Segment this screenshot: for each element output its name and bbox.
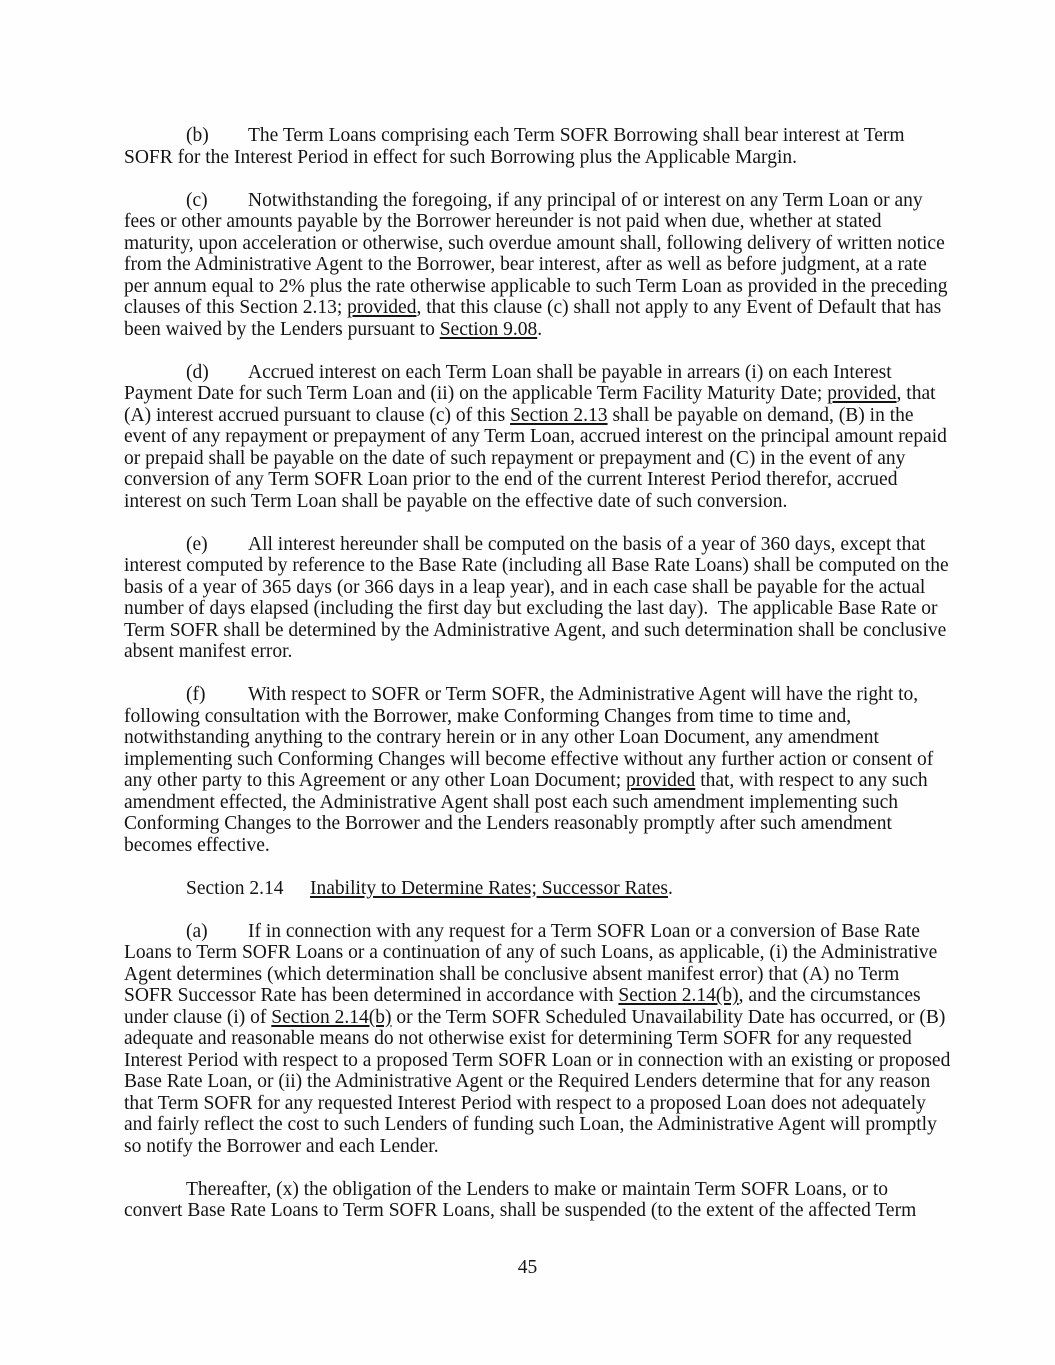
- underlined-term: Inability to Determine Rates; Successor Rates: [310, 877, 668, 899]
- text-segment: Payment Date for such Term Loan and (ii) on the applicable Term Facility Maturity Date;: [124, 383, 828, 404]
- text-segment: absent manifest error.: [124, 641, 293, 662]
- text-segment: clauses of this Section 2.13;: [124, 297, 348, 318]
- text-line: [124, 1093, 936, 1115]
- text-line: [124, 964, 936, 986]
- text-line: [124, 684, 936, 706]
- text-line: [124, 448, 936, 470]
- text-segment: Conforming Changes to the Borrower and the Lenders reasonably promptly after such amendment: [124, 813, 892, 834]
- underlined-term: Section 2.14(b): [618, 985, 739, 1006]
- section-2-14-heading: [124, 878, 936, 900]
- text-line: [124, 749, 936, 771]
- text-segment: , and the circumstances: [738, 985, 921, 1006]
- text-segment: basis of a year of 365 days (or 366 days in a leap year), and in each case shall be payable for the actual: [124, 576, 926, 598]
- text-segment: Base Rate Loan, or (ii) the Administrative Agent or the Required Lenders determine that for any reason: [124, 1071, 931, 1092]
- text-segment: per annum equal to 2% plus the rate otherwise applicable to such Term Loan as provided in the preceding: [124, 275, 948, 297]
- text-segment: event of any repayment or prepayment of any Term Loan, accrued interest on the principal amount repaid: [124, 426, 947, 447]
- text-segment: under clause (i) of: [124, 1006, 272, 1028]
- paragraph-e: [124, 533, 949, 663]
- underlined-term: provided: [827, 383, 897, 404]
- text-segment: (e) All interest hereunder shall be computed on the basis of a year of 360 days, except that: [124, 533, 926, 555]
- text-segment: notwithstanding anything to the contrary herein or in any other Loan Document, any amendment: [124, 727, 879, 748]
- text-line: [124, 254, 936, 276]
- text-line: [124, 555, 949, 577]
- text-line: [124, 469, 936, 491]
- text-line: [124, 985, 936, 1007]
- text-line: [124, 835, 936, 857]
- underlined-term: Section 2.13: [510, 404, 608, 426]
- text-line: [124, 297, 942, 319]
- text-segment: adequate and reasonable means do not otherwise exist for determining Term SOFR for any requested: [124, 1028, 912, 1049]
- underlined-term: provided: [347, 297, 417, 318]
- text-line: [124, 491, 936, 513]
- text-line: [124, 275, 948, 298]
- text-segment: that, with respect to any such: [695, 770, 928, 791]
- text-segment: (f) With respect to SOFR or Term SOFR, the Administrative Agent will have the right to,: [124, 684, 919, 705]
- text-segment: and fairly reflect the cost to such Lenders of funding such Loan, the Administrative Agent will promptly: [124, 1114, 937, 1135]
- text-segment: conversion of any Term SOFR Loan prior to the end of the current Interest Period therefor, accrued: [124, 469, 898, 490]
- text-line: [124, 727, 936, 749]
- text-segment: or prepaid shall be payable on the date of such repayment or prepayment and (C) in the event of any: [124, 447, 906, 469]
- text-line: [124, 1179, 936, 1201]
- text-segment: Section 2.14: [124, 877, 310, 899]
- text-segment: (c) Notwithstanding the foregoing, if any principal of or interest on any Term Loan or any: [124, 189, 923, 211]
- text-line: [124, 190, 936, 212]
- text-line: [124, 706, 936, 728]
- text-line: [124, 1200, 936, 1222]
- paragraph-c: [124, 189, 948, 341]
- text-segment: Loans to Term SOFR Loans or a continuation of any of such Loans, as applicable, (i) the Administrative: [124, 942, 938, 963]
- text-line: [124, 1049, 951, 1072]
- text-segment: maturity, upon acceleration or otherwise, such overdue amount shall, following delivery of written notice: [124, 232, 945, 254]
- document-body: [124, 125, 951, 1222]
- text-segment: Interest Period with respect to a proposed Term SOFR Loan or in connection with an existing or proposed: [124, 1049, 951, 1071]
- text-segment: number of days elapsed (including the first day but excluding the last day). The applicable Base Rate or: [124, 598, 938, 619]
- text-line: [124, 1114, 936, 1136]
- text-segment: that Term SOFR for any requested Interest Period with respect to a proposed Loan does not adequately: [124, 1092, 926, 1114]
- text-line: [124, 921, 936, 943]
- text-segment: Term SOFR shall be determined by the Administrative Agent, and such determination shall be conclusive: [124, 619, 947, 641]
- text-line: [124, 1006, 946, 1029]
- text-segment: amendment effected, the Administrative Agent shall post each such amendment implementing such: [124, 791, 899, 813]
- text-line: [124, 813, 936, 835]
- text-line: [124, 942, 936, 964]
- text-segment: any other party to this Agreement or any other Loan Document;: [124, 770, 626, 791]
- text-segment: interest on such Term Loan shall be payable on the effective date of such conversion.: [124, 490, 788, 512]
- text-line: [124, 125, 936, 147]
- text-segment: SOFR for the Interest Period in effect for such Borrowing plus the Applicable Margin.: [124, 146, 797, 168]
- text-segment: , that: [896, 383, 936, 404]
- text-line: [124, 1136, 936, 1158]
- paragraph-a: [124, 920, 951, 1158]
- text-segment: Agent determines (which determination shall be conclusive absent manifest error) that (A) no Term: [124, 963, 900, 985]
- text-segment: (d) Accrued interest on each Term Loan shall be payable in arrears (i) on each Interest: [124, 361, 892, 383]
- text-segment: SOFR Successor Rate has been determined in accordance with: [124, 985, 619, 1006]
- underlined-term: Section 9.08: [439, 318, 538, 340]
- text-line: [124, 405, 936, 427]
- text-line: [124, 319, 936, 341]
- text-line: [124, 362, 936, 384]
- text-line: [124, 147, 936, 169]
- text-segment: .: [667, 877, 673, 899]
- page-number: 45: [517, 1257, 538, 1278]
- text-line: [124, 878, 936, 900]
- text-segment: .: [537, 318, 543, 340]
- text-segment: so notify the Borrower and each Lender.: [124, 1135, 439, 1157]
- text-line: [124, 383, 936, 405]
- text-segment: been waived by the Lenders pursuant to: [124, 318, 440, 340]
- text-line: [124, 534, 936, 556]
- paragraph-f: [124, 684, 936, 856]
- text-segment: shall be payable on demand, (B) in the: [607, 404, 914, 426]
- text-line: [124, 426, 947, 448]
- text-line: [124, 641, 936, 663]
- text-line: [124, 792, 936, 814]
- text-segment: , that this clause (c) shall not apply to any Event of Default that has: [416, 297, 942, 318]
- text-segment: fees or other amounts payable by the Borrower hereunder is not paid when due, whether at stated: [124, 211, 882, 232]
- text-line: [124, 577, 936, 599]
- paragraph-thereafter: [124, 1179, 936, 1222]
- underlined-term: Section 2.14(b): [271, 1006, 392, 1028]
- text-segment: becomes effective.: [124, 834, 270, 856]
- paragraph-d: [124, 361, 947, 513]
- text-segment: implementing such Conforming Changes will become effective without any further action or consent of: [124, 748, 934, 770]
- text-line: [124, 211, 936, 233]
- text-line: [124, 1028, 936, 1050]
- text-segment: (b) The Term Loans comprising each Term SOFR Borrowing shall bear interest at Term: [124, 125, 905, 146]
- text-line: [124, 619, 947, 642]
- text-segment: Thereafter, (x) the obligation of the Lenders to make or maintain Term SOFR Loans, or to: [124, 1178, 889, 1200]
- text-segment: from the Administrative Agent to the Borrower, bear interest, after as well as before judgment, at a rate: [124, 254, 927, 275]
- text-line: [124, 1071, 936, 1093]
- text-line: [124, 232, 945, 255]
- text-segment: (A) interest accrued pursuant to clause (c) of this: [124, 404, 511, 426]
- text-segment: convert Base Rate Loans to Term SOFR Loans, shall be suspended (to the extent of the affected Term: [124, 1200, 917, 1221]
- paragraph-b: [124, 125, 936, 168]
- text-line: [124, 598, 936, 620]
- text-segment: (a) If in connection with any request for a Term SOFR Loan or a conversion of Base Rate: [124, 920, 920, 942]
- text-segment: interest computed by reference to the Base Rate (including all Base Rate Loans) shall be computed on the: [124, 555, 949, 576]
- text-segment: or the Term SOFR Scheduled Unavailability Date has occurred, or (B): [391, 1006, 946, 1028]
- text-segment: following consultation with the Borrower, make Conforming Changes from time to time and,: [124, 705, 852, 727]
- underlined-term: provided: [625, 770, 696, 791]
- text-line: [124, 770, 936, 792]
